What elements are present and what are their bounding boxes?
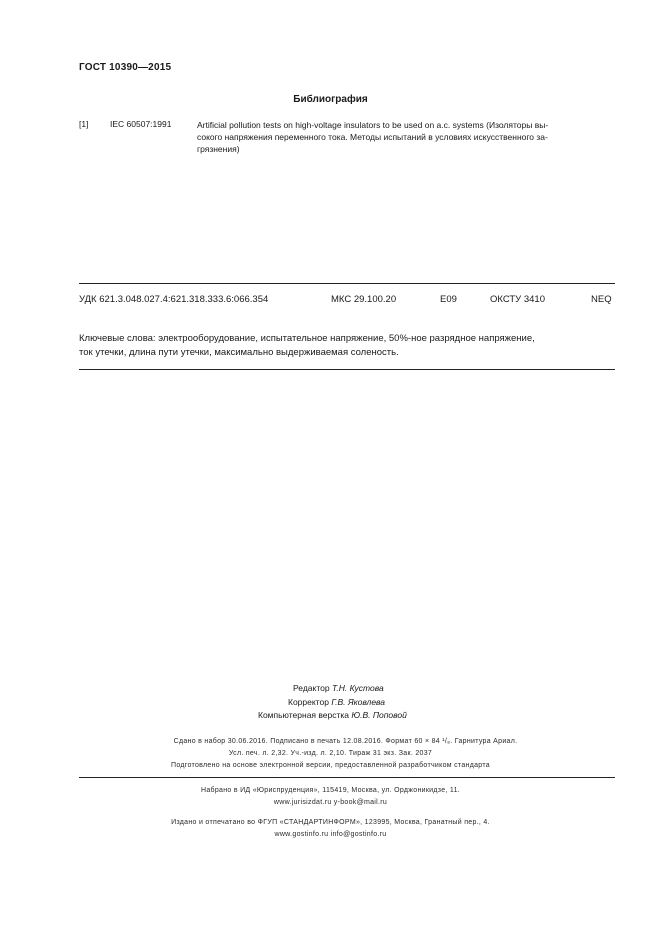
top-divider [79, 283, 615, 284]
corrector-label: Корректор [288, 697, 329, 707]
bibliography-entry-text [197, 119, 614, 155]
imprint-divider [79, 777, 615, 778]
editor-credit [293, 683, 384, 693]
bottom-divider [79, 369, 615, 370]
imprint-publisher-contacts: www.gostinfo.ru info@gostinfo.ru [274, 831, 387, 838]
equivalence-code: NEQ [591, 294, 612, 305]
corrector-credit [288, 697, 385, 707]
mks-code: МКС 29.100.20 [331, 294, 397, 305]
layout-label: Компьютерная верстка [258, 710, 350, 720]
imprint-print-dates: Сдано в набор 30.06.2016. Подписано в печать 12.08.2016. Формат 60 × 84 ¹/₈. Гарнитура Ариал. [173, 738, 518, 745]
udk-code: УДК 621.3.048.027.4:621.318.333.6:066.354 [79, 294, 269, 305]
imprint-typeset-by: Набрано в ИД «Юриспруденция», 115419, Москва, ул. Орджоникидзе, 11. [200, 787, 461, 794]
okstu-code: ОКСТУ 3410 [490, 294, 545, 305]
bibliography-entry-code: IEC 60507:1991 [110, 119, 172, 129]
imprint-print-volume: Усл. печ. л. 2,32. Уч.-изд. л. 2,10. Тираж 31 экз. Зак. 2037 [228, 750, 433, 757]
corrector-name: Г.В. Яковлева [331, 697, 386, 707]
bibliography-entry-number: [1] [79, 119, 89, 129]
bibliography-entry-text-line: Artificial pollution tests on high-voltage insulators to be used on a.c. systems (Изоляторы вы- [197, 120, 549, 130]
bibliography-entry-text-line: сокого напряжения переменного тока. Методы испытаний в условиях искусственного за- [197, 132, 548, 142]
keywords-line: ток утечки, длина пути утечки, максимально выдерживаемая соленость. [79, 347, 399, 358]
category-code: Е09 [440, 294, 457, 305]
keywords-line: Ключевые слова: электрооборудование, испытательное напряжение, 50%-ное разрядное напряжение, [79, 333, 535, 344]
imprint-source-note: Подготовлено на основе электронной версии, предоставленной разработчиком стандарта [171, 762, 490, 769]
standard-title: ГОСТ 10390—2015 [79, 62, 172, 73]
layout-credit [258, 710, 407, 720]
imprint-typeset-contacts: www.jurisizdat.ru y-book@mail.ru [273, 799, 388, 806]
bibliography-entry-text-line: грязнения) [197, 144, 240, 154]
layout-name: Ю.В. Поповой [351, 710, 407, 720]
bibliography-heading: Библиография [293, 94, 368, 105]
editor-name: Т.Н. Кустова [331, 683, 384, 693]
editor-label: Редактор [293, 683, 330, 693]
imprint-publisher: Издано и отпечатано во ФГУП «СТАНДАРТИНФОРМ», 123995, Москва, Гранатный пер., 4. [171, 819, 490, 826]
